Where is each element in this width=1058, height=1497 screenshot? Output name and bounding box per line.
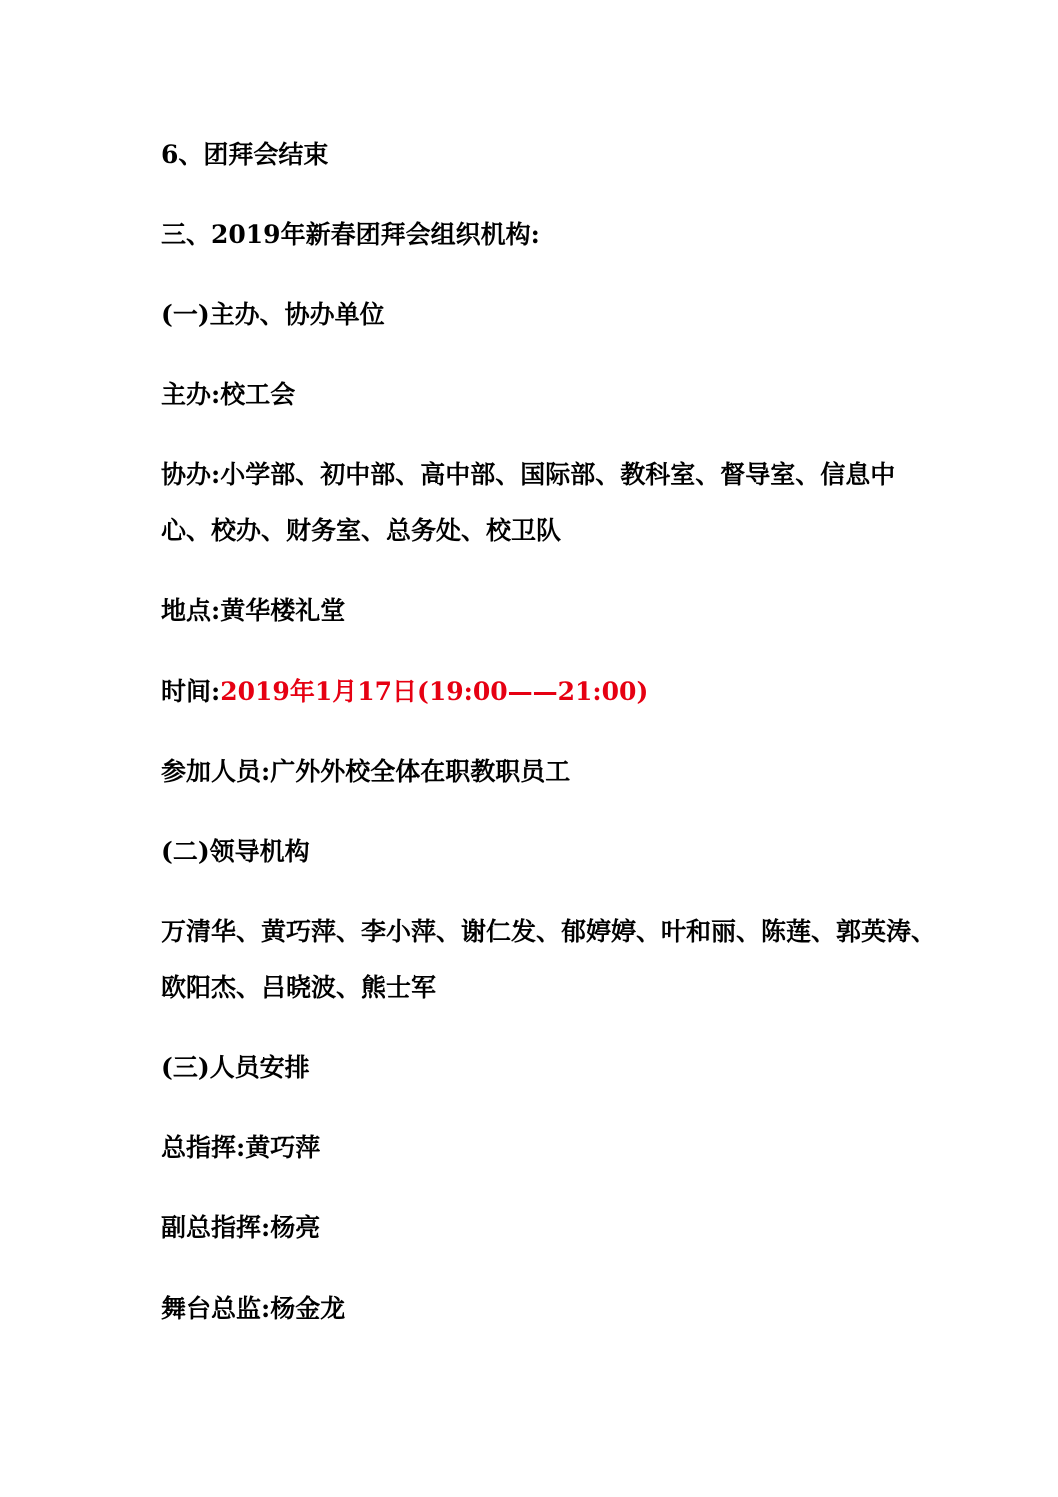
- commander-row: [161, 1132, 320, 1164]
- section-3-title-text: 三、2019年新春团拜会组织机构:: [161, 220, 540, 249]
- sub-1-title-text: (一)主办、协办单位: [161, 300, 385, 329]
- vice-commander-row: [161, 1212, 320, 1244]
- leaders-row: [161, 916, 936, 948]
- co-host-value-line1: 小学部、初中部、高中部、国际部、教科室、督导室、信息中: [220, 460, 896, 489]
- vice-commander-value: 杨亮: [270, 1213, 321, 1242]
- participants-row: [161, 756, 570, 788]
- leaders-row-cont: [161, 972, 436, 1004]
- sub-2-title-text: (二)领导机构: [161, 837, 310, 866]
- time-row: [161, 676, 648, 708]
- co-host-row-cont: [161, 515, 561, 547]
- stage-director-row: [161, 1293, 345, 1325]
- location-row: [161, 595, 345, 627]
- sub-2-title: [161, 836, 310, 868]
- host-row: [161, 379, 295, 411]
- time-label: 时间:: [161, 677, 221, 706]
- item-6-label: 6、团拜会结束: [161, 140, 329, 169]
- co-host-value-line2: 心、校办、财务室、总务处、校卫队: [161, 516, 562, 545]
- sub-3-title-text: (三)人员安排: [161, 1053, 310, 1082]
- stage-director-label: 舞台总监:: [161, 1294, 271, 1323]
- host-label: 主办:: [161, 380, 221, 409]
- stage-director-value: 杨金龙: [270, 1294, 346, 1323]
- sub-3-title: [161, 1052, 310, 1084]
- participants-label: 参加人员:: [161, 757, 271, 786]
- participants-value: 广外外校全体在职教职员工: [270, 757, 571, 786]
- time-value: 2019年1月17日(19:00——21:00): [220, 677, 649, 706]
- section-3-title: [161, 219, 540, 251]
- host-value: 校工会: [220, 380, 296, 409]
- co-host-label: 协办:: [161, 460, 221, 489]
- commander-value: 黄巧萍: [245, 1133, 321, 1162]
- sub-1-title: [161, 299, 385, 331]
- leaders-line1: 万清华、黄巧萍、李小萍、谢仁发、郁婷婷、叶和丽、陈莲、郭英涛、: [161, 917, 937, 946]
- location-label: 地点:: [161, 596, 221, 625]
- leaders-line2: 欧阳杰、吕晓波、熊士军: [161, 973, 437, 1002]
- vice-commander-label: 副总指挥:: [161, 1213, 271, 1242]
- item-6-text: [161, 139, 328, 171]
- co-host-row: [161, 459, 895, 491]
- location-value: 黄华楼礼堂: [220, 596, 346, 625]
- commander-label: 总指挥:: [161, 1133, 246, 1162]
